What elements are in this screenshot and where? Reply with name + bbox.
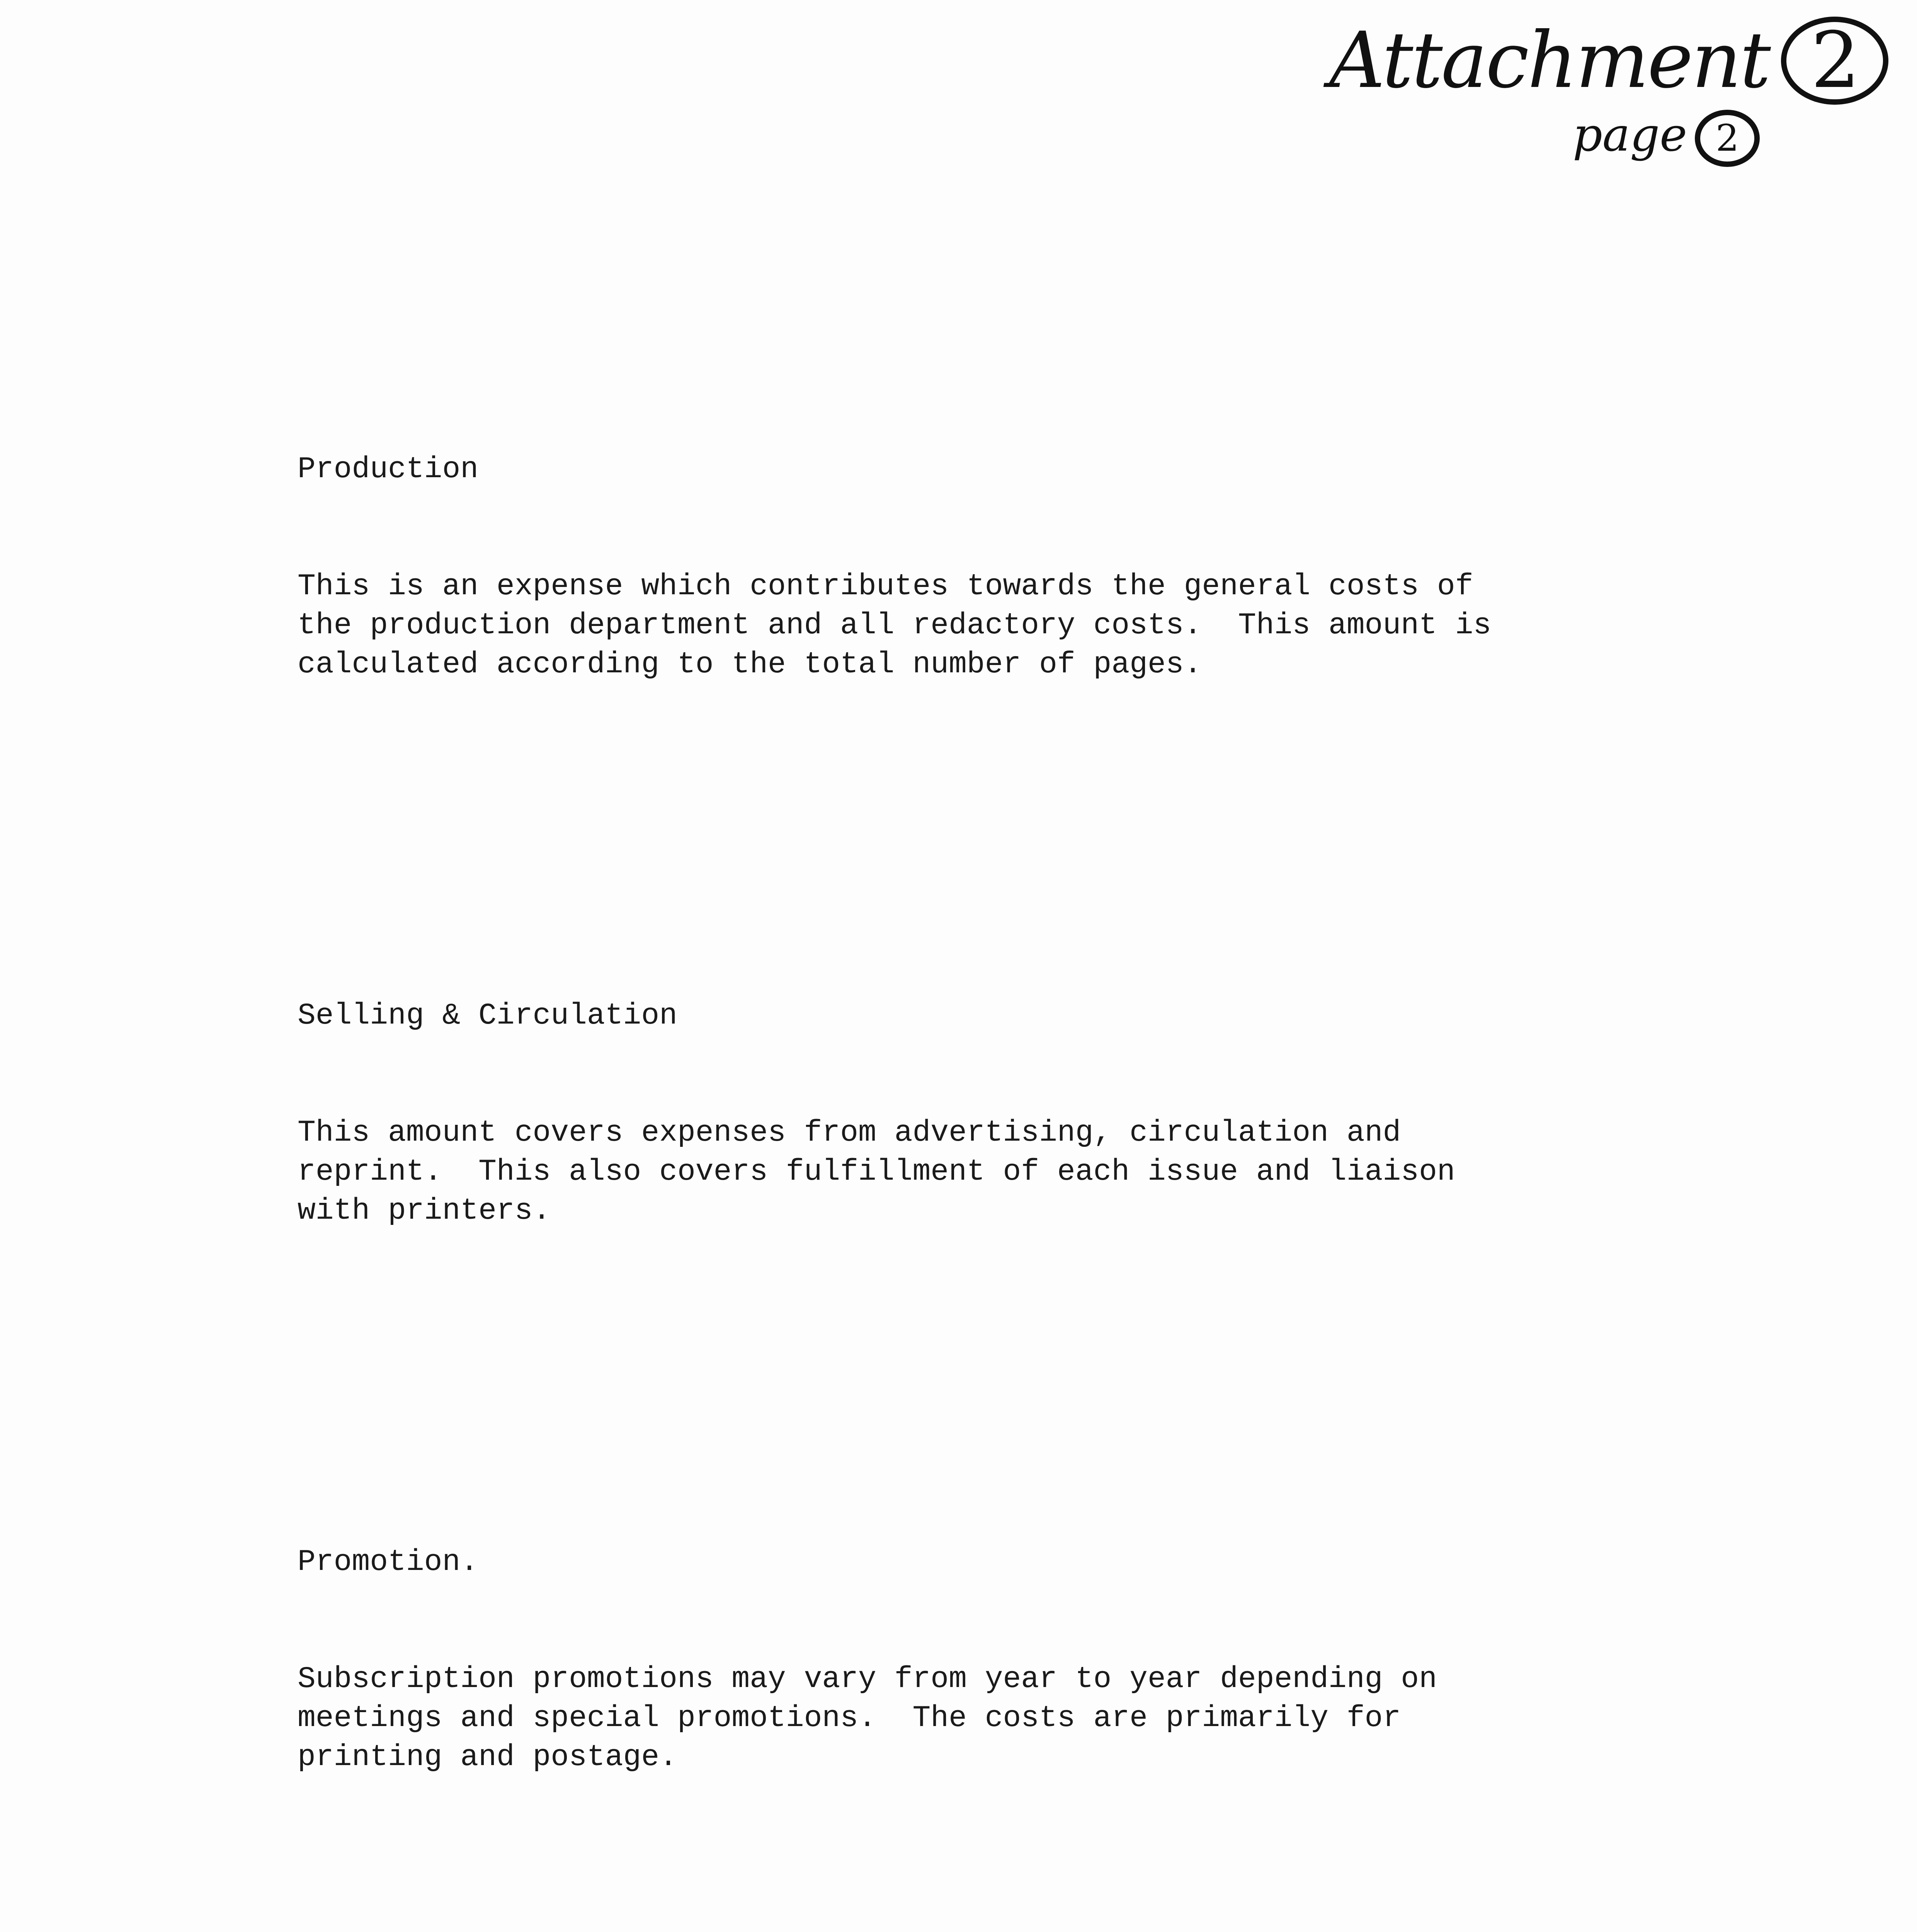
- section-heading: Promotion.: [298, 1545, 479, 1579]
- letter-body: [298, 255, 1650, 1932]
- attachment-label: Attachment: [1329, 15, 1769, 105]
- attachment-annotation: [1329, 15, 1888, 105]
- section-heading: Selling & Circulation: [298, 999, 677, 1033]
- section-selling-circulation: [298, 918, 1650, 1309]
- section-text: This is an expense which contributes towards the general costs of the production department and all redactory costs. This amount is calculated according to the total number of pages.: [298, 570, 1492, 682]
- page-annotation: [1573, 108, 1760, 167]
- section-promotion: [298, 1465, 1650, 1855]
- page-number: 2: [1695, 110, 1760, 167]
- attachment-number: 2: [1781, 17, 1888, 105]
- section-production: [298, 372, 1650, 762]
- section-text: This amount covers expenses from advertising, circulation and reprint. This also covers fulfillment of each issue and liaison with printers.: [298, 1116, 1455, 1228]
- section-text: Subscription promotions may vary from year to year depending on meetings and special promotions. The costs are primarily for printing and postage.: [298, 1662, 1437, 1774]
- section-heading: Production: [298, 452, 479, 486]
- page-label: page: [1573, 108, 1687, 162]
